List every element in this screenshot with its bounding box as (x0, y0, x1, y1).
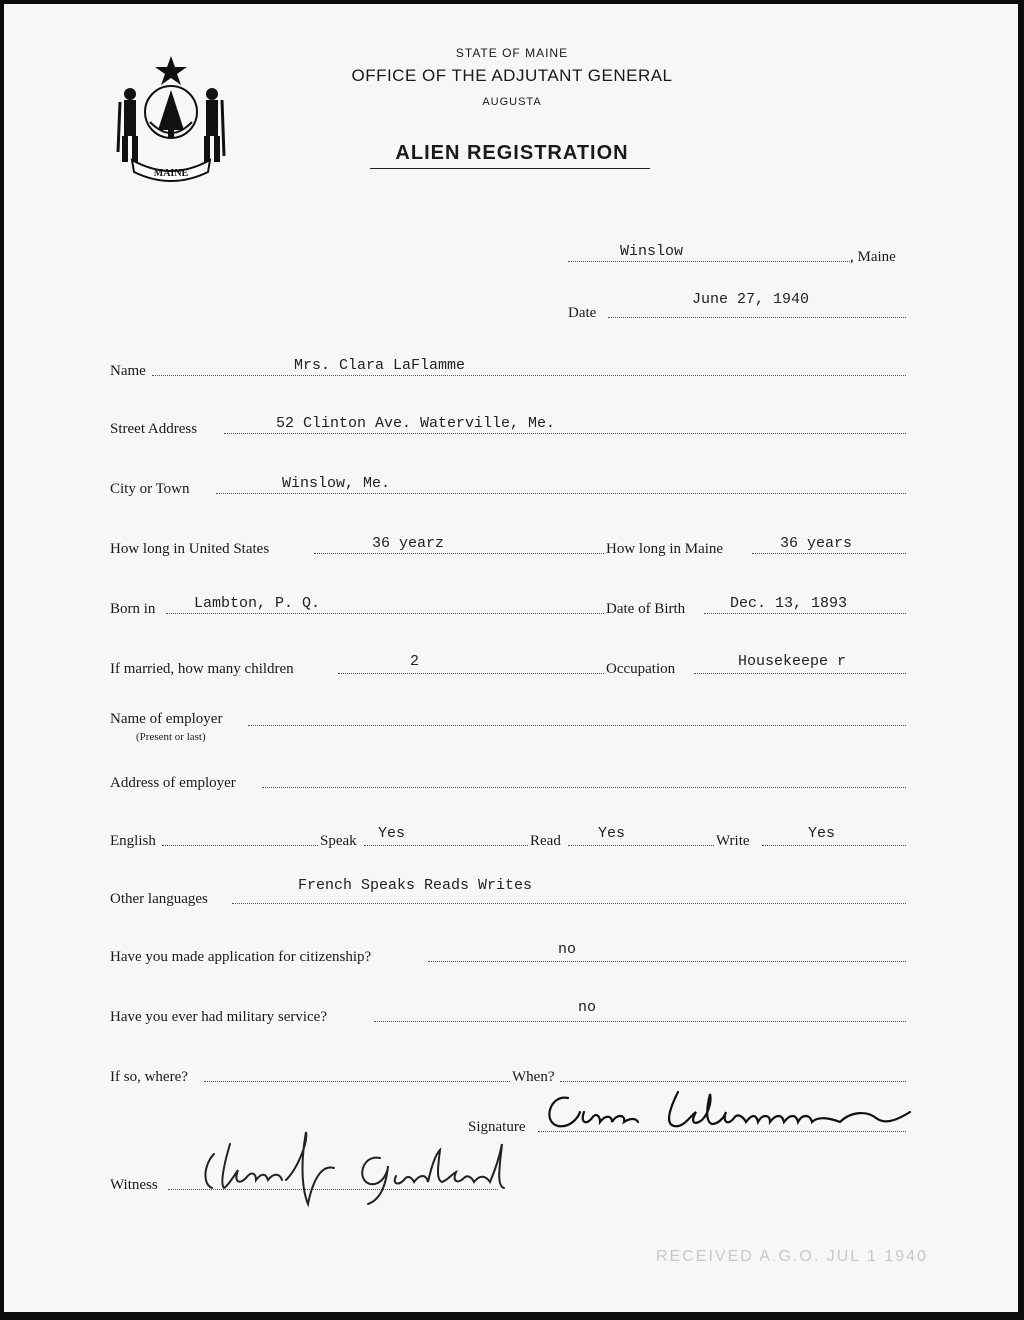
date-value: June 27, 1940 (692, 291, 810, 308)
seal-banner-text: MAINE (153, 168, 189, 179)
date-of-birth-label: Date of Birth (606, 601, 686, 617)
city-heading: AUGUSTA (482, 96, 542, 108)
received-stamp: RECEIVED A.G.O. JUL 1 1940 (656, 1248, 928, 1265)
town-value: Winslow (620, 243, 684, 260)
date-of-birth-value: Dec. 13, 1893 (730, 595, 848, 612)
witness-label: Witness (110, 1177, 158, 1193)
date-label: Date (568, 305, 597, 321)
how-long-us-label: How long in United States (110, 541, 270, 557)
read-label: Read (530, 833, 561, 849)
witness-handwriting (190, 1124, 520, 1208)
location-row (0, 236, 1024, 266)
city-value: Winslow, Me. (282, 475, 391, 492)
signature-text: Clara Laflamme (540, 1140, 547, 1141)
born-in-label: Born in (110, 601, 156, 617)
name-row (0, 350, 1024, 380)
date-row (0, 292, 1024, 322)
street-address-label: Street Address (110, 421, 198, 437)
employer-address-row (0, 762, 1024, 792)
military-label: Have you ever had military service? (110, 1009, 327, 1025)
title-underline (370, 168, 650, 169)
office-heading: OFFICE OF THE ADJUTANT GENERAL (351, 66, 673, 85)
signature-label: Signature (468, 1119, 526, 1135)
witness-text: David Garland (190, 1206, 196, 1207)
signature-handwriting (540, 1082, 924, 1142)
english-row (0, 820, 1024, 850)
employer-address-label: Address of employer (110, 775, 236, 791)
read-value: Yes (598, 825, 626, 842)
how-long-maine-label: How long in Maine (606, 541, 724, 557)
english-label: English (110, 833, 156, 849)
occupation-value: Housekeepe r (738, 653, 847, 670)
how-long-maine-value: 36 years (780, 535, 853, 552)
form-title: ALIEN REGISTRATION (395, 142, 629, 164)
speak-label: Speak (320, 833, 357, 849)
employer-sublabel: (Present or last) (136, 731, 206, 743)
street-address-value: 52 Clinton Ave. Waterville, Me. (276, 415, 556, 432)
speak-value: Yes (378, 825, 406, 842)
military-row (0, 996, 1024, 1026)
when-label: When? (512, 1069, 555, 1085)
employer-name-label: Name of employer (110, 711, 223, 727)
children-value: 2 (410, 653, 420, 670)
children-label: If married, how many children (110, 661, 294, 677)
state-heading: STATE OF MAINE (455, 46, 569, 60)
city-label: City or Town (110, 481, 190, 497)
city-row (0, 468, 1024, 498)
residency-row (0, 528, 1024, 558)
citizenship-label: Have you made application for citizenship? (110, 949, 372, 965)
born-in-value: Lambton, P. Q. (194, 595, 321, 612)
street-address-row (0, 408, 1024, 438)
how-long-us-value: 36 yearz (372, 535, 445, 552)
citizenship-value: no (558, 941, 577, 958)
citizenship-row (0, 936, 1024, 966)
employer-name-row (0, 702, 1024, 732)
name-label: Name (110, 363, 146, 379)
write-label: Write (716, 833, 750, 849)
other-languages-label: Other languages (110, 891, 208, 907)
military-value: no (578, 999, 597, 1016)
where-label: If so, where? (110, 1069, 188, 1085)
family-row (0, 648, 1024, 678)
occupation-label: Occupation (606, 661, 676, 677)
other-languages-value: French Speaks Reads Writes (298, 877, 533, 894)
birth-row (0, 588, 1024, 618)
other-languages-row (0, 878, 1024, 908)
write-value: Yes (808, 825, 836, 842)
maine-label: , Maine (850, 249, 896, 265)
name-value: Mrs. Clara LaFlamme (294, 357, 466, 374)
